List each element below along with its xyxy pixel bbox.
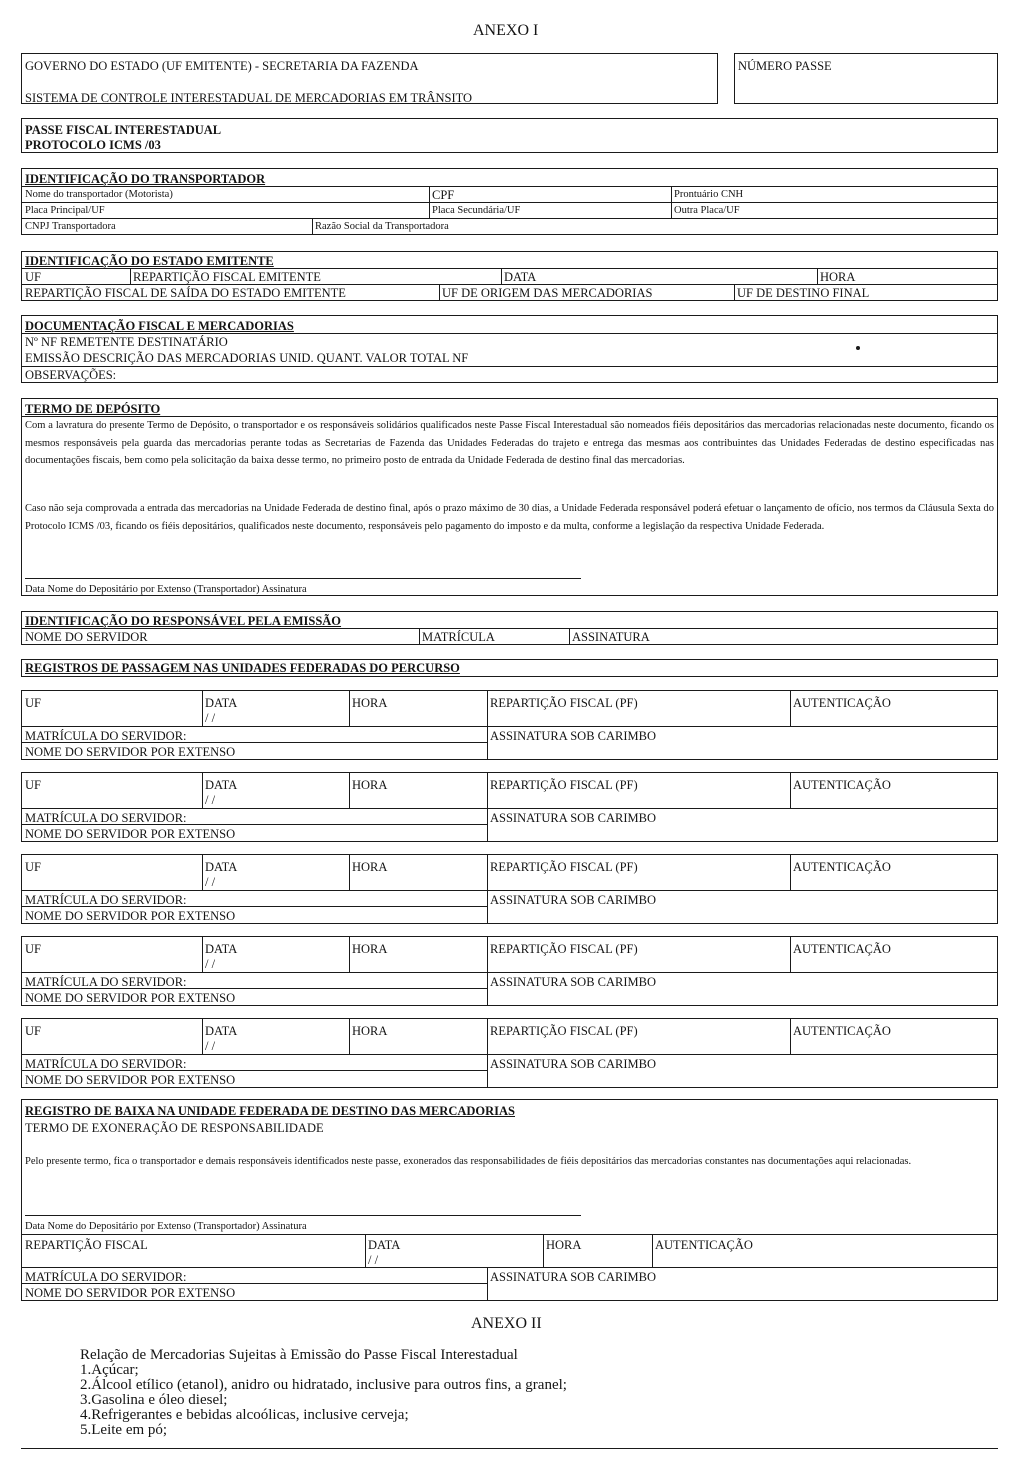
matricula-label: MATRÍCULA xyxy=(422,630,495,644)
baixa-data-label: DATA xyxy=(368,1238,401,1252)
registro-block-4 xyxy=(21,936,998,1006)
transportador-title: IDENTIFICAÇÃO DO TRANSPORTADOR xyxy=(25,172,266,186)
anexo-ii-item: 3.Gasolina e óleo diesel; xyxy=(80,1392,228,1408)
registro-uf-label: UF xyxy=(25,696,41,710)
registro-hora-label: HORA xyxy=(352,1024,388,1038)
observacoes-label: OBSERVAÇÕES: xyxy=(25,368,117,382)
outra-placa-label: Outra Placa/UF xyxy=(674,205,740,216)
anexo-i-title: ANEXO I xyxy=(473,22,539,39)
cnpj-label: CNPJ Transportadora xyxy=(25,221,116,232)
registro-reparticao-label: REPARTIÇÃO FISCAL (PF) xyxy=(490,1024,638,1038)
anexo-ii-item: 4.Refrigerantes e bebidas alcoólicas, inclusive cerveja; xyxy=(80,1407,409,1423)
razao-social-label: Razão Social da Transportadora xyxy=(315,221,449,232)
anexo-ii-heading: Relação de Mercadorias Sujeitas à Emissão do Passe Fiscal Interestadual xyxy=(80,1347,518,1363)
registro-nome-label: NOME DO SERVIDOR POR EXTENSO xyxy=(25,827,236,841)
registro-nome-label: NOME DO SERVIDOR POR EXTENSO xyxy=(25,909,236,923)
registro-autenticacao-label: AUTENTICAÇÃO xyxy=(793,1024,891,1038)
registro-data-label: DATA xyxy=(205,1024,238,1038)
responsavel-title: IDENTIFICAÇÃO DO RESPONSÁVEL PELA EMISSÃO xyxy=(25,614,342,628)
registro-nome-label: NOME DO SERVIDOR POR EXTENSO xyxy=(25,991,236,1005)
baixa-paragraph: Pelo presente termo, fica o transportador e demais responsáveis identificados neste passe, exonerados das responsabilidades de fiéis depositários das mercadorias constantes nas documentações aqui relacionadas. xyxy=(25,1156,912,1167)
assinatura-label: ASSINATURA xyxy=(572,630,650,644)
registro-data-label: DATA xyxy=(205,778,238,792)
registro-assinatura-label: ASSINATURA SOB CARIMBO xyxy=(490,729,657,743)
baixa-matricula-label: MATRÍCULA DO SERVIDOR: xyxy=(25,1270,187,1284)
baixa-assinatura-label: ASSINATURA SOB CARIMBO xyxy=(490,1270,657,1284)
registros-title: REGISTROS DE PASSAGEM NAS UNIDADES FEDERADAS DO PERCURSO xyxy=(25,661,460,675)
registro-reparticao-label: REPARTIÇÃO FISCAL (PF) xyxy=(490,942,638,956)
registro-date-slashes: / / xyxy=(205,875,216,889)
baixa-section xyxy=(21,1099,998,1301)
numero-passe-box xyxy=(734,53,998,104)
numero-passe-label: NÚMERO PASSE xyxy=(738,59,832,73)
registro-block-1 xyxy=(21,690,998,760)
registro-data-label: DATA xyxy=(205,696,238,710)
termo-deposito-paragraph-1: Com a lavratura do presente Termo de Depósito, o transportador e os responsáveis solidários qualificados neste Passe Fiscal Interestadual são nomeados fiéis depositários das mercadorias relacionadas neste documento, ficando os mesmos responsáveis pela guarda das mercadorias perante todas as Secretarias de Fazenda das Unidades Federadas do trajeto e entrega das mesmas aos contribuintes das Unidades Federadas de destino especificadas nas documentações fiscais, bem como pela solicitação da baixa desse termo, no primeiro posto de entrada da Unidade Federada de destino final das mercadorias. xyxy=(25,420,994,466)
registro-autenticacao-label: AUTENTICAÇÃO xyxy=(793,942,891,956)
cpf-label: CPF xyxy=(432,188,455,202)
passe-fiscal-box xyxy=(21,118,998,153)
header-line-2: SISTEMA DE CONTROLE INTERESTADUAL DE MERCADORIAS EM TRÂNSITO xyxy=(25,91,473,105)
anexo-ii-item: 5.Leite em pó; xyxy=(80,1422,168,1438)
termo-deposito-paragraph-2: Caso não seja comprovada a entrada das mercadorias na Unidade Federada de destino final, após o prazo máximo de 30 dias, a Unidade Federada responsável poderá efetuar o lançamento de ofício, nos termos da Cláusula Sexta do Protocolo ICMS /03, ficando os fiéis depositários, qualificados neste documento, responsáveis pelo pagamento do imposto e da multa, conforme a legislação da respectiva Unidade Federada. xyxy=(25,503,994,532)
anexo-ii-title: ANEXO II xyxy=(471,1315,542,1332)
registro-data-label: DATA xyxy=(205,860,238,874)
baixa-reparticao-label: REPARTIÇÃO FISCAL xyxy=(25,1238,148,1252)
registro-date-slashes: / / xyxy=(205,793,216,807)
uf-label: UF xyxy=(25,270,41,284)
registro-assinatura-label: ASSINATURA SOB CARIMBO xyxy=(490,893,657,907)
registro-reparticao-label: REPARTIÇÃO FISCAL (PF) xyxy=(490,860,638,874)
registro-assinatura-label: ASSINATURA SOB CARIMBO xyxy=(490,1057,657,1071)
registro-nome-label: NOME DO SERVIDOR POR EXTENSO xyxy=(25,745,236,759)
documentacao-line-2: EMISSÃO DESCRIÇÃO DAS MERCADORIAS UNID. QUANT. VALOR TOTAL NF xyxy=(25,351,469,365)
nome-servidor-label: NOME DO SERVIDOR xyxy=(25,630,148,644)
registro-reparticao-label: REPARTIÇÃO FISCAL (PF) xyxy=(490,778,638,792)
documentacao-section xyxy=(21,315,998,383)
documentacao-title: DOCUMENTAÇÃO FISCAL E MERCADORIAS xyxy=(25,319,294,333)
passe-fiscal-title: PASSE FISCAL INTERESTADUAL xyxy=(25,123,222,137)
reparticao-emitente-label: REPARTIÇÃO FISCAL EMITENTE xyxy=(133,270,321,284)
registro-matricula-label: MATRÍCULA DO SERVIDOR: xyxy=(25,811,187,825)
registro-matricula-label: MATRÍCULA DO SERVIDOR: xyxy=(25,729,187,743)
placa-principal-label: Placa Principal/UF xyxy=(25,205,105,216)
registro-block-2 xyxy=(21,772,998,842)
baixa-signature-label: Data Nome do Depositário por Extenso (Transportador) Assinatura xyxy=(25,1221,307,1232)
anexo-ii-item: 1.Açúcar; xyxy=(80,1362,139,1378)
anexo-ii-item: 2.Álcool etílico (etanol), anidro ou hidratado, inclusive para outros fins, a granel; xyxy=(80,1377,567,1393)
baixa-title: REGISTRO DE BAIXA NA UNIDADE FEDERADA DE DESTINO DAS MERCADORIAS xyxy=(25,1104,516,1118)
registro-date-slashes: / / xyxy=(205,957,216,971)
registro-data-label: DATA xyxy=(205,942,238,956)
estado-emitente-title: IDENTIFICAÇÃO DO ESTADO EMITENTE xyxy=(25,254,274,268)
registro-autenticacao-label: AUTENTICAÇÃO xyxy=(793,696,891,710)
registro-hora-label: HORA xyxy=(352,696,388,710)
deposito-signature-line xyxy=(25,578,581,579)
bottom-rule xyxy=(21,1448,998,1449)
prontuario-label: Prontuário CNH xyxy=(674,189,744,200)
uf-destino-label: UF DE DESTINO FINAL xyxy=(737,286,870,300)
registro-date-slashes: / / xyxy=(205,1039,216,1053)
registro-uf-label: UF xyxy=(25,1024,41,1038)
baixa-autenticacao-label: AUTENTICAÇÃO xyxy=(655,1238,753,1252)
header-box xyxy=(21,53,718,104)
registro-block-5 xyxy=(21,1018,998,1088)
registros-title-box xyxy=(21,659,998,677)
uf-origem-label: UF DE ORIGEM DAS MERCADORIAS xyxy=(442,286,653,300)
responsavel-section xyxy=(21,611,998,645)
baixa-date-slashes: / / xyxy=(368,1253,379,1267)
registro-matricula-label: MATRÍCULA DO SERVIDOR: xyxy=(25,975,187,989)
registro-hora-label: HORA xyxy=(352,860,388,874)
registro-matricula-label: MATRÍCULA DO SERVIDOR: xyxy=(25,893,187,907)
registro-assinatura-label: ASSINATURA SOB CARIMBO xyxy=(490,811,657,825)
baixa-nome-label: NOME DO SERVIDOR POR EXTENSO xyxy=(25,1286,236,1300)
registro-uf-label: UF xyxy=(25,860,41,874)
documentacao-line-1: Nº NF REMETENTE DESTINATÁRIO xyxy=(25,335,228,349)
registro-autenticacao-label: AUTENTICAÇÃO xyxy=(793,778,891,792)
deposito-signature-label: Data Nome do Depositário por Extenso (Transportador) Assinatura xyxy=(25,584,307,595)
transportador-section xyxy=(21,168,998,235)
termo-deposito-section xyxy=(21,398,998,596)
placa-secundaria-label: Placa Secundária/UF xyxy=(432,205,521,216)
protocolo-label: PROTOCOLO ICMS /03 xyxy=(25,138,161,152)
registro-block-3 xyxy=(21,854,998,924)
registro-hora-label: HORA xyxy=(352,778,388,792)
registro-uf-label: UF xyxy=(25,942,41,956)
header-line-1: GOVERNO DO ESTADO (UF EMITENTE) - SECRETARIA DA FAZENDA xyxy=(25,59,419,73)
registro-autenticacao-label: AUTENTICAÇÃO xyxy=(793,860,891,874)
registro-nome-label: NOME DO SERVIDOR POR EXTENSO xyxy=(25,1073,236,1087)
baixa-hora-label: HORA xyxy=(546,1238,582,1252)
registro-matricula-label: MATRÍCULA DO SERVIDOR: xyxy=(25,1057,187,1071)
hora-label: HORA xyxy=(820,270,856,284)
termo-deposito-title: TERMO DE DEPÓSITO xyxy=(25,402,161,416)
baixa-subtitle: TERMO DE EXONERAÇÃO DE RESPONSABILIDADE xyxy=(25,1121,324,1135)
estado-emitente-section xyxy=(21,251,998,301)
data-label: DATA xyxy=(504,270,537,284)
nome-transportador-label: Nome do transportador (Motorista) xyxy=(25,189,173,200)
registro-uf-label: UF xyxy=(25,778,41,792)
registro-reparticao-label: REPARTIÇÃO FISCAL (PF) xyxy=(490,696,638,710)
reparticao-saida-label: REPARTIÇÃO FISCAL DE SAÍDA DO ESTADO EMITENTE xyxy=(25,286,346,300)
registro-assinatura-label: ASSINATURA SOB CARIMBO xyxy=(490,975,657,989)
baixa-signature-line xyxy=(25,1215,581,1216)
registro-hora-label: HORA xyxy=(352,942,388,956)
registro-date-slashes: / / xyxy=(205,711,216,725)
